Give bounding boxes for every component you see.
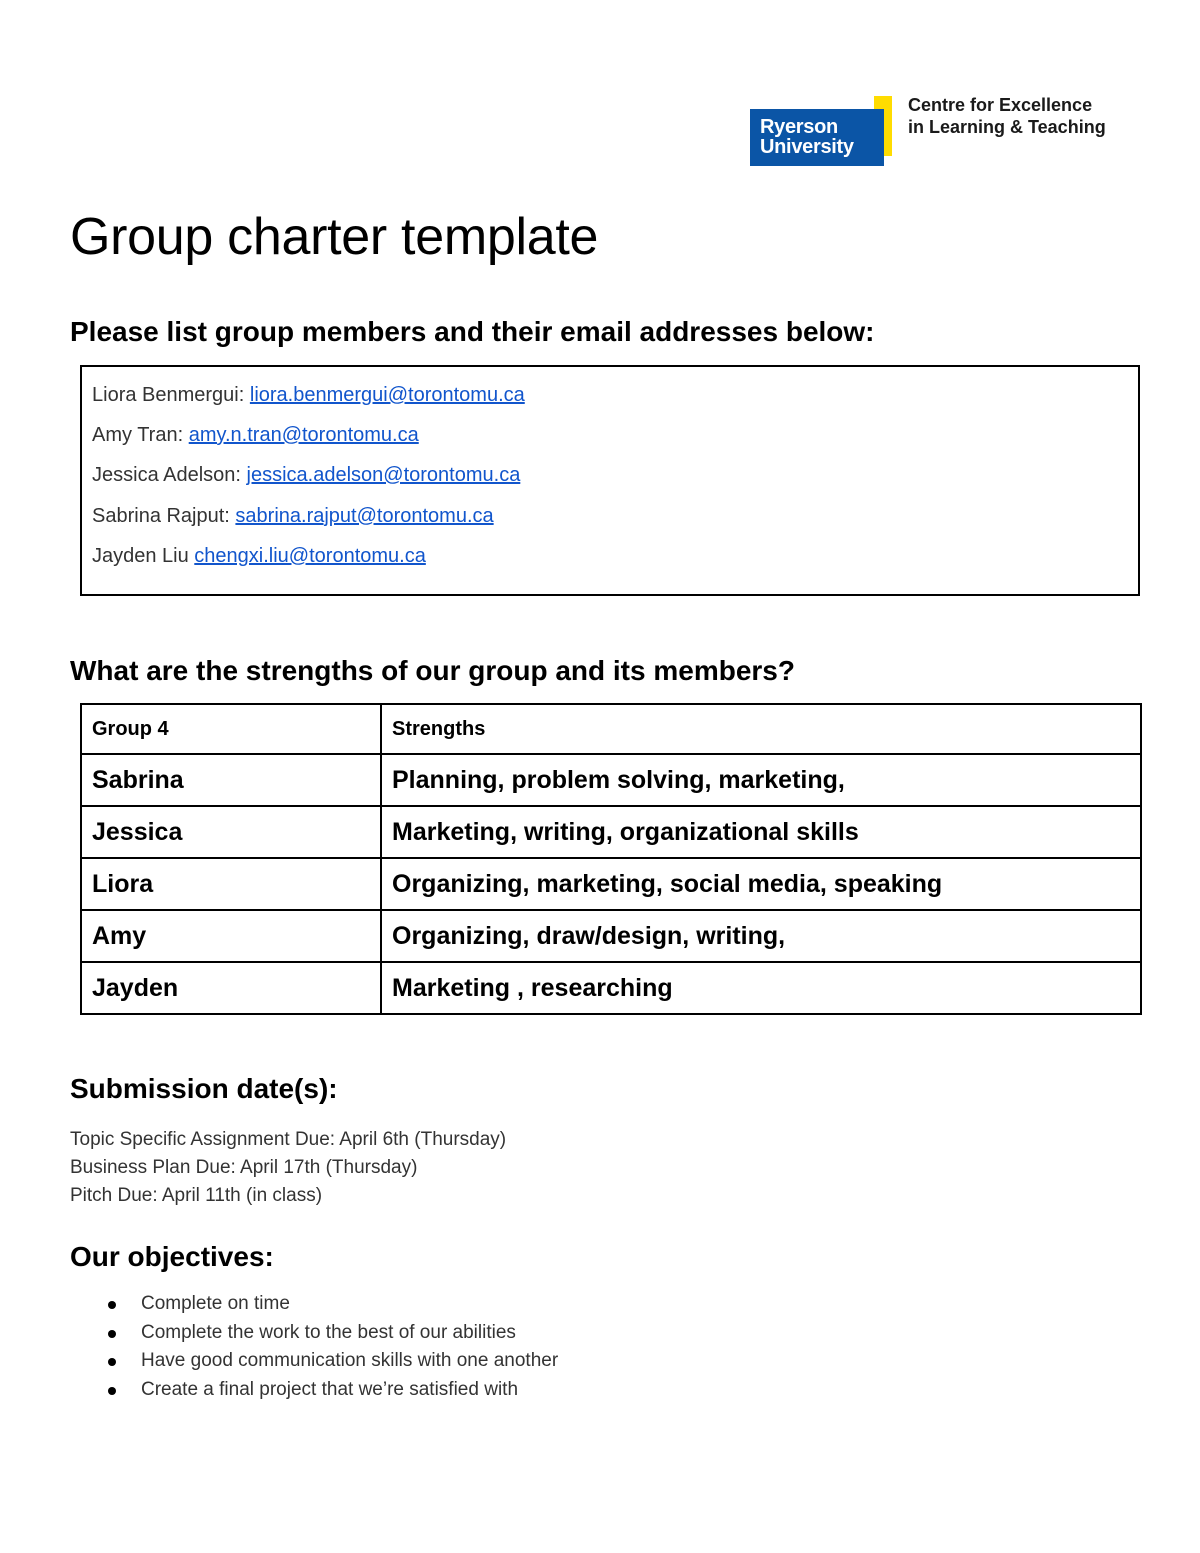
table-row	[81, 962, 1141, 1014]
table-header-row	[81, 704, 1141, 754]
logo-line-1: Ryerson	[760, 116, 838, 138]
member-name: Sabrina Rajput:	[92, 505, 236, 527]
submission-line: Topic Specific Assignment Due: April 6th (Thursday)	[70, 1129, 507, 1150]
submission-line: Pitch Due: April 11th (in class)	[70, 1185, 323, 1206]
table-row	[81, 910, 1141, 962]
member-line	[92, 463, 520, 487]
submission-heading: Submission date(s):	[70, 1073, 338, 1104]
bullet-icon	[108, 1387, 116, 1395]
strengths-cell: Organizing, draw/design, writing,	[381, 910, 1141, 962]
member-name: Jessica Adelson:	[92, 464, 247, 486]
column-header-strengths: Strengths	[381, 704, 1141, 754]
objective-text: Complete the work to the best of our abilities	[141, 1321, 516, 1343]
bullet-icon	[108, 1358, 116, 1366]
member-cell: Jessica	[81, 806, 381, 858]
list-item	[105, 1290, 558, 1319]
member-cell: Sabrina	[81, 754, 381, 806]
member-line	[92, 504, 494, 528]
strengths-heading: What are the strengths of our group and its members?	[70, 655, 795, 686]
submission-line: Business Plan Due: April 17th (Thursday)	[70, 1157, 418, 1178]
page-title: Group charter template	[70, 208, 599, 266]
list-item	[105, 1376, 558, 1405]
objectives-heading: Our objectives:	[70, 1241, 274, 1272]
member-cell: Liora	[81, 858, 381, 910]
strengths-cell: Planning, problem solving, marketing,	[381, 754, 1141, 806]
list-item	[105, 1319, 558, 1348]
member-cell: Amy	[81, 910, 381, 962]
member-name: Amy Tran:	[92, 424, 189, 446]
member-email-link[interactable]: amy.n.tran@torontomu.ca	[188, 424, 419, 446]
member-email-link[interactable]: liora.benmergui@torontomu.ca	[249, 384, 525, 406]
objective-text: Create a final project that we’re satisfied with	[141, 1378, 519, 1400]
strengths-cell: Marketing , researching	[381, 962, 1141, 1014]
objective-text: Complete on time	[141, 1293, 290, 1314]
member-line	[92, 423, 419, 447]
member-name: Liora Benmergui:	[92, 384, 250, 406]
member-name: Jayden Liu	[92, 545, 195, 567]
table-row	[81, 754, 1141, 806]
strengths-cell: Marketing, writing, organizational skills	[381, 806, 1141, 858]
list-item	[105, 1347, 558, 1376]
centre-name-line-2: in Learning & Teaching	[908, 117, 1106, 137]
member-email-link[interactable]: chengxi.liu@torontomu.ca	[194, 545, 426, 567]
centre-name	[908, 94, 1106, 138]
bullet-icon	[108, 1330, 116, 1338]
member-cell: Jayden	[81, 962, 381, 1014]
logo-line-2: University	[760, 136, 854, 158]
table-row	[81, 858, 1141, 910]
objectives-list	[105, 1290, 558, 1404]
member-line	[92, 544, 426, 568]
university-logo	[750, 109, 884, 166]
centre-name-line-1: Centre for Excellence	[908, 95, 1093, 115]
member-email-link[interactable]: sabrina.rajput@torontomu.ca	[235, 505, 494, 527]
bullet-icon	[108, 1301, 116, 1309]
members-box	[80, 365, 1140, 596]
objective-text: Have good communication skills with one another	[141, 1350, 559, 1371]
column-header-group: Group 4	[81, 704, 381, 754]
strengths-cell: Organizing, marketing, social media, speaking	[381, 858, 1141, 910]
submission-dates	[70, 1126, 506, 1210]
members-heading: Please list group members and their email addresses below:	[70, 316, 875, 347]
table-row	[81, 806, 1141, 858]
strengths-table	[80, 703, 1142, 1015]
member-line	[92, 383, 525, 407]
member-email-link[interactable]: jessica.adelson@torontomu.ca	[246, 464, 521, 486]
